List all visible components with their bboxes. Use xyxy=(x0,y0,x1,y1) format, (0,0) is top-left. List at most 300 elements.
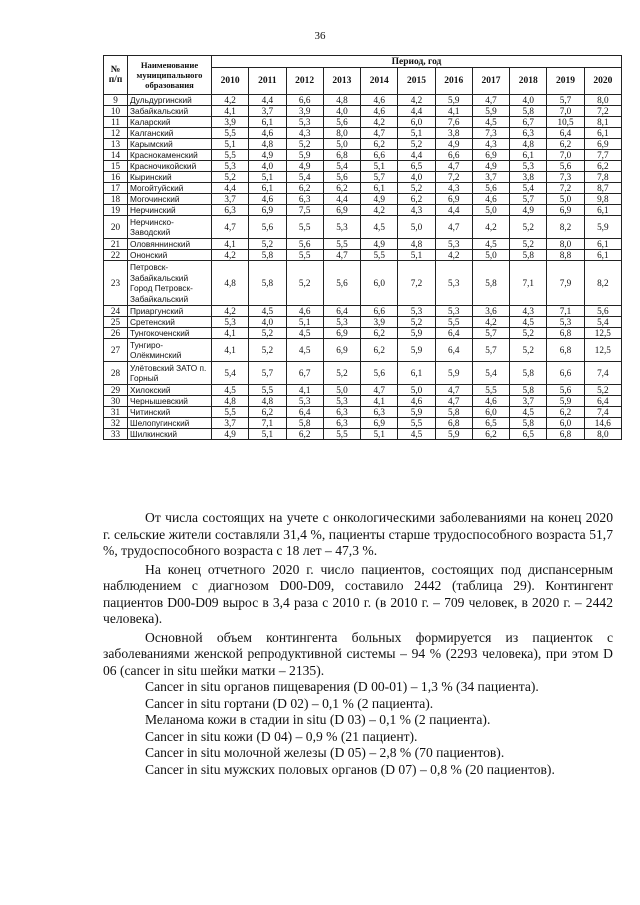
value-cell: 6,9 xyxy=(323,328,360,339)
value-cell: 6,2 xyxy=(323,183,360,194)
value-cell: 5,0 xyxy=(472,205,509,216)
row-number: 32 xyxy=(104,418,128,429)
row-number: 22 xyxy=(104,250,128,261)
municipality-name: Тунгиро-Олёкминский xyxy=(128,339,212,362)
value-cell: 5,3 xyxy=(212,161,249,172)
value-cell: 4,5 xyxy=(286,339,323,362)
value-cell: 5,5 xyxy=(286,216,323,239)
value-cell: 6,3 xyxy=(323,418,360,429)
value-cell: 5,2 xyxy=(398,317,435,328)
value-cell: 6,3 xyxy=(212,205,249,216)
value-cell: 6,0 xyxy=(547,418,584,429)
value-cell: 5,2 xyxy=(510,339,547,362)
value-cell: 7,0 xyxy=(547,106,584,117)
table-row xyxy=(104,396,622,407)
value-cell: 5,3 xyxy=(323,216,360,239)
value-cell: 4,2 xyxy=(212,95,249,106)
value-cell: 4,6 xyxy=(472,194,509,205)
value-cell: 4,6 xyxy=(398,396,435,407)
value-cell: 4,7 xyxy=(472,95,509,106)
value-cell: 4,0 xyxy=(323,106,360,117)
value-cell: 6,2 xyxy=(361,139,398,150)
value-cell: 5,3 xyxy=(435,239,472,250)
value-cell: 4,9 xyxy=(249,150,286,161)
municipality-name: Красночикойский xyxy=(128,161,212,172)
value-cell: 5,3 xyxy=(435,261,472,306)
value-cell: 5,8 xyxy=(472,261,509,306)
value-cell: 6,2 xyxy=(547,407,584,418)
value-cell: 4,5 xyxy=(249,306,286,317)
value-cell: 4,6 xyxy=(249,194,286,205)
value-cell: 7,3 xyxy=(472,128,509,139)
municipality-name: Карымский xyxy=(128,139,212,150)
row-number: 16 xyxy=(104,172,128,183)
value-cell: 7,2 xyxy=(398,261,435,306)
value-cell: 6,1 xyxy=(584,250,621,261)
table-row xyxy=(104,216,622,239)
value-cell: 4,5 xyxy=(398,429,435,440)
municipality-name: Шилкинский xyxy=(128,429,212,440)
value-cell: 5,7 xyxy=(510,194,547,205)
value-cell: 9,8 xyxy=(584,194,621,205)
value-cell: 6,1 xyxy=(361,183,398,194)
value-cell: 6,1 xyxy=(584,205,621,216)
value-cell: 14,6 xyxy=(584,418,621,429)
municipality-name: Забайкальский xyxy=(128,106,212,117)
paragraph: На конец отчетного 2020 г. число пациентов, состоящих под диспансерным наблюдением с диагнозом D00-D09, составило 2442 (таблица 29). Контингент пациентов D00-D09 вырос в 3,4 раза с 2010 г. (в 2010 г. – 709 человек, в 2020 г. – 2442 человека). xyxy=(103,561,613,626)
value-cell: 5,9 xyxy=(435,429,472,440)
value-cell: 4,8 xyxy=(212,261,249,306)
municipality-name: Дульдургинский xyxy=(128,95,212,106)
value-cell: 7,0 xyxy=(547,150,584,161)
value-cell: 3,9 xyxy=(212,117,249,128)
table-row xyxy=(104,106,622,117)
table-row xyxy=(104,117,622,128)
value-cell: 6,8 xyxy=(547,328,584,339)
value-cell: 5,4 xyxy=(323,161,360,172)
page-number: 36 xyxy=(314,30,326,42)
value-cell: 4,7 xyxy=(212,216,249,239)
value-cell: 5,5 xyxy=(472,385,509,396)
body-text xyxy=(103,510,613,778)
table-row xyxy=(104,418,622,429)
value-cell: 4,1 xyxy=(435,106,472,117)
table-row xyxy=(104,205,622,216)
value-cell: 4,5 xyxy=(510,317,547,328)
value-cell: 7,1 xyxy=(547,306,584,317)
value-cell: 4,6 xyxy=(472,396,509,407)
value-cell: 7,2 xyxy=(547,183,584,194)
value-cell: 8,0 xyxy=(584,429,621,440)
value-cell: 6,3 xyxy=(510,128,547,139)
paragraph: От числа состоящих на учете с онкологическими заболеваниями на конец 2020 г. сельские жители составляли 31,4 %, пациенты старше трудоспособного возраста 51,7 %, трудоспособного возраста с 18 лет – 47,3 %. xyxy=(103,510,613,558)
value-cell: 6,4 xyxy=(547,128,584,139)
value-cell: 5,4 xyxy=(510,183,547,194)
value-cell: 5,9 xyxy=(435,362,472,385)
header-year: 2014 xyxy=(361,68,398,95)
municipality-name: Читинский xyxy=(128,407,212,418)
value-cell: 5,1 xyxy=(249,429,286,440)
value-cell: 4,2 xyxy=(472,317,509,328)
value-cell: 3,7 xyxy=(472,172,509,183)
municipality-name: Оловяннинский xyxy=(128,239,212,250)
row-number: 21 xyxy=(104,239,128,250)
table-row xyxy=(104,128,622,139)
value-cell: 8,7 xyxy=(584,183,621,194)
value-cell: 6,7 xyxy=(286,362,323,385)
value-cell: 5,2 xyxy=(249,239,286,250)
value-cell: 6,2 xyxy=(547,139,584,150)
value-cell: 5,5 xyxy=(212,128,249,139)
value-cell: 4,5 xyxy=(472,117,509,128)
table-row xyxy=(104,194,622,205)
value-cell: 7,9 xyxy=(547,261,584,306)
value-cell: 6,2 xyxy=(286,429,323,440)
value-cell: 4,0 xyxy=(249,161,286,172)
value-cell: 4,7 xyxy=(435,396,472,407)
value-cell: 4,2 xyxy=(361,205,398,216)
value-cell: 6,1 xyxy=(584,239,621,250)
value-cell: 5,0 xyxy=(398,216,435,239)
row-number: 30 xyxy=(104,396,128,407)
value-cell: 4,1 xyxy=(212,239,249,250)
value-cell: 5,3 xyxy=(510,161,547,172)
row-number: 12 xyxy=(104,128,128,139)
municipality-name: Хилокский xyxy=(128,385,212,396)
value-cell: 6,9 xyxy=(584,139,621,150)
table-row xyxy=(104,362,622,385)
value-cell: 4,7 xyxy=(323,250,360,261)
value-cell: 4,9 xyxy=(361,194,398,205)
value-cell: 4,2 xyxy=(435,250,472,261)
value-cell: 5,1 xyxy=(286,317,323,328)
paragraph: Основной объем контингента больных формируется из пациенток с заболеваниями женской репродуктивной системы – 94 % (2293 человека), при этом D 06 (cancer in situ шейки матки – 2135). xyxy=(103,629,613,678)
value-cell: 5,3 xyxy=(547,317,584,328)
value-cell: 5,2 xyxy=(510,216,547,239)
value-cell: 5,9 xyxy=(398,328,435,339)
table-row xyxy=(104,150,622,161)
value-cell: 5,9 xyxy=(584,216,621,239)
header-year: 2015 xyxy=(398,68,435,95)
value-cell: 5,1 xyxy=(361,429,398,440)
value-cell: 6,7 xyxy=(510,117,547,128)
value-cell: 4,2 xyxy=(398,95,435,106)
value-cell: 6,4 xyxy=(584,396,621,407)
value-cell: 5,6 xyxy=(323,172,360,183)
table-row xyxy=(104,161,622,172)
value-cell: 5,2 xyxy=(249,339,286,362)
value-cell: 4,5 xyxy=(286,328,323,339)
value-cell: 4,4 xyxy=(398,106,435,117)
row-number: 27 xyxy=(104,339,128,362)
value-cell: 5,7 xyxy=(472,328,509,339)
value-cell: 8,2 xyxy=(584,261,621,306)
value-cell: 8,0 xyxy=(584,95,621,106)
value-cell: 5,6 xyxy=(547,385,584,396)
value-cell: 4,6 xyxy=(361,95,398,106)
row-number: 17 xyxy=(104,183,128,194)
value-cell: 4,6 xyxy=(361,106,398,117)
value-cell: 6,1 xyxy=(584,128,621,139)
value-cell: 5,2 xyxy=(510,239,547,250)
value-cell: 5,7 xyxy=(547,95,584,106)
municipality-name: Шелопугинский xyxy=(128,418,212,429)
header-num: № п/п xyxy=(104,56,128,95)
table-row xyxy=(104,385,622,396)
value-cell: 6,8 xyxy=(435,418,472,429)
header-name: Наименование муниципального образования xyxy=(128,56,212,95)
row-number: 31 xyxy=(104,407,128,418)
header-year: 2020 xyxy=(584,68,621,95)
value-cell: 4,8 xyxy=(212,396,249,407)
table-row xyxy=(104,95,622,106)
value-cell: 6,4 xyxy=(286,407,323,418)
value-cell: 5,8 xyxy=(510,106,547,117)
value-cell: 3,8 xyxy=(435,128,472,139)
value-cell: 5,4 xyxy=(212,362,249,385)
value-cell: 5,9 xyxy=(472,106,509,117)
value-cell: 5,8 xyxy=(286,418,323,429)
value-cell: 6,2 xyxy=(361,328,398,339)
municipality-name: Нерчинско-Заводский xyxy=(128,216,212,239)
value-cell: 3,7 xyxy=(249,106,286,117)
value-cell: 5,2 xyxy=(286,261,323,306)
value-cell: 6,6 xyxy=(286,95,323,106)
value-cell: 5,0 xyxy=(547,194,584,205)
value-cell: 5,2 xyxy=(398,183,435,194)
table-row xyxy=(104,239,622,250)
value-cell: 5,7 xyxy=(249,362,286,385)
row-number: 18 xyxy=(104,194,128,205)
value-cell: 5,2 xyxy=(584,385,621,396)
value-cell: 7,1 xyxy=(510,261,547,306)
value-cell: 4,5 xyxy=(212,385,249,396)
row-number: 33 xyxy=(104,429,128,440)
value-cell: 5,6 xyxy=(249,216,286,239)
value-cell: 4,1 xyxy=(212,339,249,362)
value-cell: 6,3 xyxy=(286,194,323,205)
value-cell: 5,5 xyxy=(286,250,323,261)
value-cell: 5,6 xyxy=(286,239,323,250)
value-cell: 6,9 xyxy=(435,194,472,205)
list-item: Меланома кожи в стадии in situ (D 03) – 0,1 % (2 пациента). xyxy=(145,712,491,727)
value-cell: 5,1 xyxy=(249,172,286,183)
value-cell: 4,8 xyxy=(398,239,435,250)
value-cell: 5,5 xyxy=(323,239,360,250)
value-cell: 6,9 xyxy=(323,339,360,362)
value-cell: 6,1 xyxy=(249,117,286,128)
value-cell: 5,9 xyxy=(286,150,323,161)
value-cell: 4,7 xyxy=(361,385,398,396)
value-cell: 6,2 xyxy=(286,183,323,194)
header-year: 2018 xyxy=(510,68,547,95)
row-number: 29 xyxy=(104,385,128,396)
value-cell: 6,2 xyxy=(249,407,286,418)
value-cell: 4,4 xyxy=(435,205,472,216)
value-cell: 6,5 xyxy=(472,418,509,429)
value-cell: 4,9 xyxy=(510,205,547,216)
value-cell: 3,7 xyxy=(212,418,249,429)
value-cell: 5,8 xyxy=(249,250,286,261)
value-cell: 7,8 xyxy=(584,172,621,183)
value-cell: 5,3 xyxy=(286,117,323,128)
value-cell: 4,8 xyxy=(323,95,360,106)
row-number: 9 xyxy=(104,95,128,106)
value-cell: 4,7 xyxy=(435,385,472,396)
value-cell: 4,4 xyxy=(398,150,435,161)
row-number: 25 xyxy=(104,317,128,328)
value-cell: 3,7 xyxy=(212,194,249,205)
row-number: 13 xyxy=(104,139,128,150)
value-cell: 5,0 xyxy=(323,385,360,396)
value-cell: 3,9 xyxy=(286,106,323,117)
value-cell: 5,6 xyxy=(323,117,360,128)
table-row xyxy=(104,407,622,418)
value-cell: 5,0 xyxy=(472,250,509,261)
table-row xyxy=(104,261,622,306)
value-cell: 5,6 xyxy=(584,306,621,317)
value-cell: 5,9 xyxy=(398,339,435,362)
list-item: Cancer in situ органов пищеварения (D 00-01) – 1,3 % (34 пациента). xyxy=(145,679,539,694)
value-cell: 8,1 xyxy=(584,117,621,128)
municipality-name: Тунгокоченский xyxy=(128,328,212,339)
value-cell: 6,6 xyxy=(435,150,472,161)
value-cell: 5,0 xyxy=(323,139,360,150)
value-cell: 6,0 xyxy=(398,117,435,128)
header-year: 2019 xyxy=(547,68,584,95)
value-cell: 7,4 xyxy=(584,362,621,385)
value-cell: 4,9 xyxy=(435,139,472,150)
value-cell: 5,6 xyxy=(323,261,360,306)
value-cell: 4,5 xyxy=(361,216,398,239)
value-cell: 6,0 xyxy=(472,407,509,418)
value-cell: 6,1 xyxy=(249,183,286,194)
table-row xyxy=(104,306,622,317)
value-cell: 5,1 xyxy=(398,250,435,261)
row-number: 10 xyxy=(104,106,128,117)
municipality-name: Краснокаменский xyxy=(128,150,212,161)
value-cell: 4,6 xyxy=(249,128,286,139)
value-cell: 5,9 xyxy=(547,396,584,407)
value-cell: 5,8 xyxy=(510,385,547,396)
value-cell: 6,9 xyxy=(323,205,360,216)
value-cell: 7,5 xyxy=(286,205,323,216)
value-cell: 5,6 xyxy=(547,161,584,172)
table-row xyxy=(104,429,622,440)
value-cell: 5,7 xyxy=(472,339,509,362)
value-cell: 4,4 xyxy=(323,194,360,205)
value-cell: 4,3 xyxy=(398,205,435,216)
incidence-table xyxy=(103,55,622,440)
value-cell: 4,5 xyxy=(510,407,547,418)
header-period: Период, год xyxy=(212,56,622,68)
row-number: 26 xyxy=(104,328,128,339)
list-item: Cancer in situ мужских половых органов (D 07) – 0,8 % (20 пациентов). xyxy=(145,761,555,777)
value-cell: 6,2 xyxy=(398,194,435,205)
value-cell: 7,2 xyxy=(584,106,621,117)
value-cell: 6,1 xyxy=(510,150,547,161)
value-cell: 6,2 xyxy=(472,429,509,440)
value-cell: 5,1 xyxy=(398,128,435,139)
row-number: 20 xyxy=(104,216,128,239)
value-cell: 8,0 xyxy=(547,239,584,250)
value-cell: 5,2 xyxy=(323,362,360,385)
value-cell: 7,3 xyxy=(547,172,584,183)
value-cell: 5,5 xyxy=(398,418,435,429)
value-cell: 5,3 xyxy=(212,317,249,328)
value-cell: 3,9 xyxy=(361,317,398,328)
value-cell: 5,2 xyxy=(398,139,435,150)
value-cell: 4,0 xyxy=(249,317,286,328)
value-cell: 5,8 xyxy=(510,362,547,385)
value-cell: 6,6 xyxy=(361,306,398,317)
value-cell: 3,7 xyxy=(510,396,547,407)
table-row xyxy=(104,250,622,261)
list-item: Cancer in situ молочной железы (D 05) – 2,8 % (70 пациентов). xyxy=(145,745,505,760)
value-cell: 6,6 xyxy=(361,150,398,161)
value-cell: 5,8 xyxy=(435,407,472,418)
value-cell: 5,4 xyxy=(472,362,509,385)
value-cell: 5,7 xyxy=(361,172,398,183)
header-year: 2012 xyxy=(286,68,323,95)
header-year: 2017 xyxy=(472,68,509,95)
value-cell: 4,6 xyxy=(286,306,323,317)
value-cell: 4,1 xyxy=(212,106,249,117)
header-year: 2010 xyxy=(212,68,249,95)
value-cell: 8,0 xyxy=(323,128,360,139)
value-cell: 4,2 xyxy=(472,216,509,239)
row-number: 11 xyxy=(104,117,128,128)
value-cell: 7,1 xyxy=(249,418,286,429)
value-cell: 5,5 xyxy=(323,429,360,440)
value-cell: 4,9 xyxy=(361,239,398,250)
value-cell: 6,4 xyxy=(435,339,472,362)
value-cell: 7,7 xyxy=(584,150,621,161)
value-cell: 4,0 xyxy=(510,95,547,106)
value-cell: 5,6 xyxy=(361,362,398,385)
value-cell: 5,5 xyxy=(212,150,249,161)
value-cell: 6,8 xyxy=(323,150,360,161)
municipality-name: Приаргунский xyxy=(128,306,212,317)
value-cell: 6,4 xyxy=(435,328,472,339)
value-cell: 4,1 xyxy=(212,328,249,339)
table-row xyxy=(104,172,622,183)
row-number: 14 xyxy=(104,150,128,161)
value-cell: 3,8 xyxy=(510,172,547,183)
value-cell: 5,8 xyxy=(249,261,286,306)
value-cell: 5,4 xyxy=(286,172,323,183)
value-cell: 6,1 xyxy=(398,362,435,385)
value-cell: 4,7 xyxy=(435,216,472,239)
value-cell: 6,6 xyxy=(547,362,584,385)
row-number: 19 xyxy=(104,205,128,216)
value-cell: 4,2 xyxy=(212,306,249,317)
value-cell: 6,0 xyxy=(361,261,398,306)
value-cell: 5,5 xyxy=(212,407,249,418)
list-item: Cancer in situ гортани (D 02) – 0,1 % (2 пациента). xyxy=(145,695,434,711)
row-number: 28 xyxy=(104,362,128,385)
row-number: 24 xyxy=(104,306,128,317)
value-cell: 5,3 xyxy=(323,396,360,407)
value-cell: 12,5 xyxy=(584,328,621,339)
value-cell: 5,2 xyxy=(212,172,249,183)
value-cell: 5,8 xyxy=(510,250,547,261)
value-cell: 5,2 xyxy=(510,328,547,339)
municipality-name: Каларский xyxy=(128,117,212,128)
value-cell: 8,2 xyxy=(547,216,584,239)
row-number: 15 xyxy=(104,161,128,172)
value-cell: 6,8 xyxy=(547,339,584,362)
